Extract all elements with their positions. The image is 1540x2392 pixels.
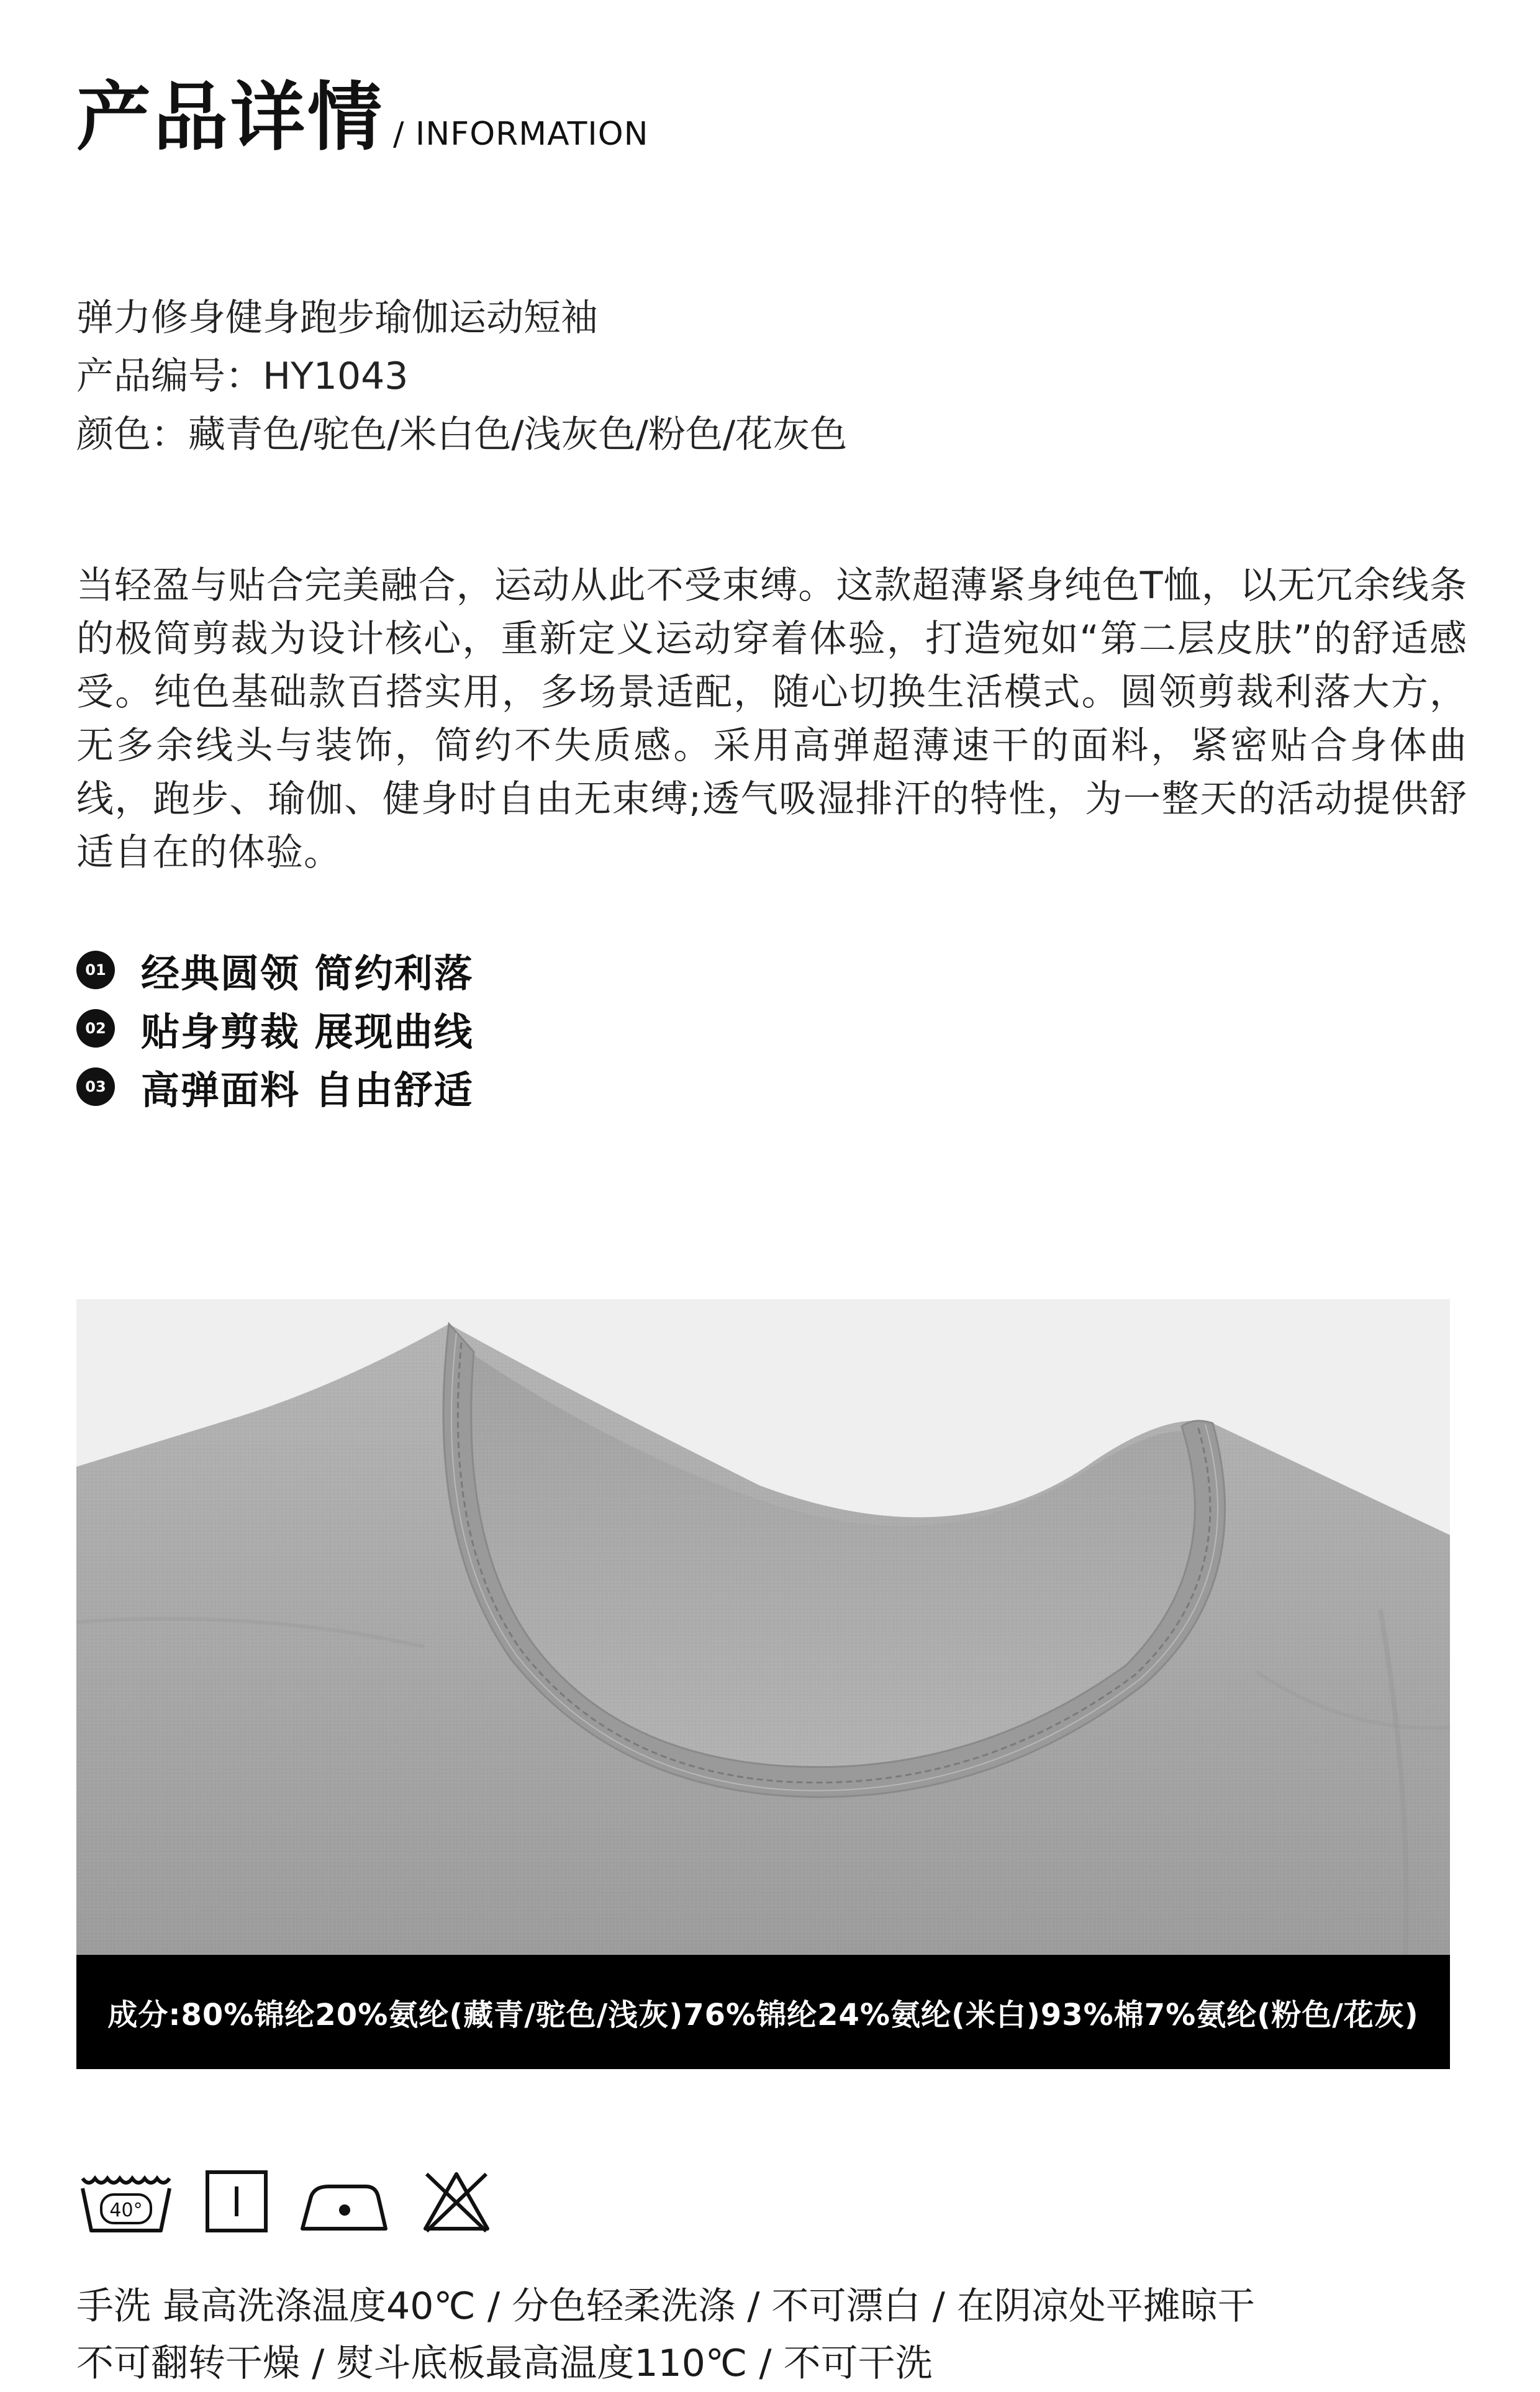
number-badge-icon: 02 xyxy=(76,1009,115,1048)
feature-label: 高弹面料 自由舒适 xyxy=(141,1067,474,1113)
do-not-dryclean-icon xyxy=(419,2167,494,2236)
number-badge-icon: 03 xyxy=(76,1067,115,1106)
feature-label: 经典圆领 简约利落 xyxy=(141,950,474,996)
care-line-1: 手洗 最高洗涤温度40℃ / 分色轻柔洗涤 / 不可漂白 / 在阴凉处平摊晾干 xyxy=(76,2285,1255,2328)
product-colors: 颜色：藏青色/驼色/米白色/浅灰色/粉色/花灰色 xyxy=(76,413,848,456)
feature-item xyxy=(76,1058,474,1116)
iron-icon xyxy=(297,2167,391,2236)
product-code: 产品编号：HY1043 xyxy=(76,355,409,398)
feature-item xyxy=(76,941,474,999)
section-header xyxy=(76,75,649,161)
product-name: 弹力修身健身跑步瑜伽运动短袖 xyxy=(76,296,598,340)
feature-item xyxy=(76,999,474,1058)
care-line-2: 不可翻转干燥 / 熨斗底板最高温度110℃ / 不可干洗 xyxy=(76,2342,933,2385)
feature-label: 贴身剪裁 展现曲线 xyxy=(141,1008,474,1054)
care-instructions xyxy=(76,2278,1255,2392)
product-meta xyxy=(76,289,847,464)
care-icon-row xyxy=(76,2167,522,2236)
page-subtitle: / INFORMATION xyxy=(393,116,649,153)
product-description: 当轻盈与贴合完美融合，运动从此不受束缚。这款超薄紧身纯色T恤，以无冗余线条的极简剪裁为设计核心，重新定义运动穿着体验，打造宛如“第二层皮肤”的舒适感受。纯色基础款百搭实用，多场景适配，随心切换生活模式。圆领剪裁利落大方，无多余线头与装饰，简约不失质感。采用高弹超薄速干的面料，紧密贴合身体曲线，跑步、瑜伽、健身时自由无束缚;透气吸湿排汗的特性，为一整天的活动提供舒适自在的体验。 xyxy=(76,564,1467,874)
tumble-dry-icon xyxy=(204,2167,269,2236)
page-title: 产品详情 xyxy=(76,75,384,161)
number-badge-icon: 01 xyxy=(76,951,115,989)
wash-temp-label: 40° xyxy=(109,2199,143,2221)
collar-detail-photo xyxy=(76,1299,1450,1955)
composition-banner: 成分:80%锦纶20%氨纶(藏青/驼色/浅灰)76%锦纶24%氨纶(米白)93%棉7%氨纶(粉色/花灰) xyxy=(76,1955,1450,2069)
feature-list xyxy=(76,941,474,1116)
tshirt-collar-illustration xyxy=(76,1299,1450,1955)
hand-wash-40-icon xyxy=(76,2167,176,2236)
